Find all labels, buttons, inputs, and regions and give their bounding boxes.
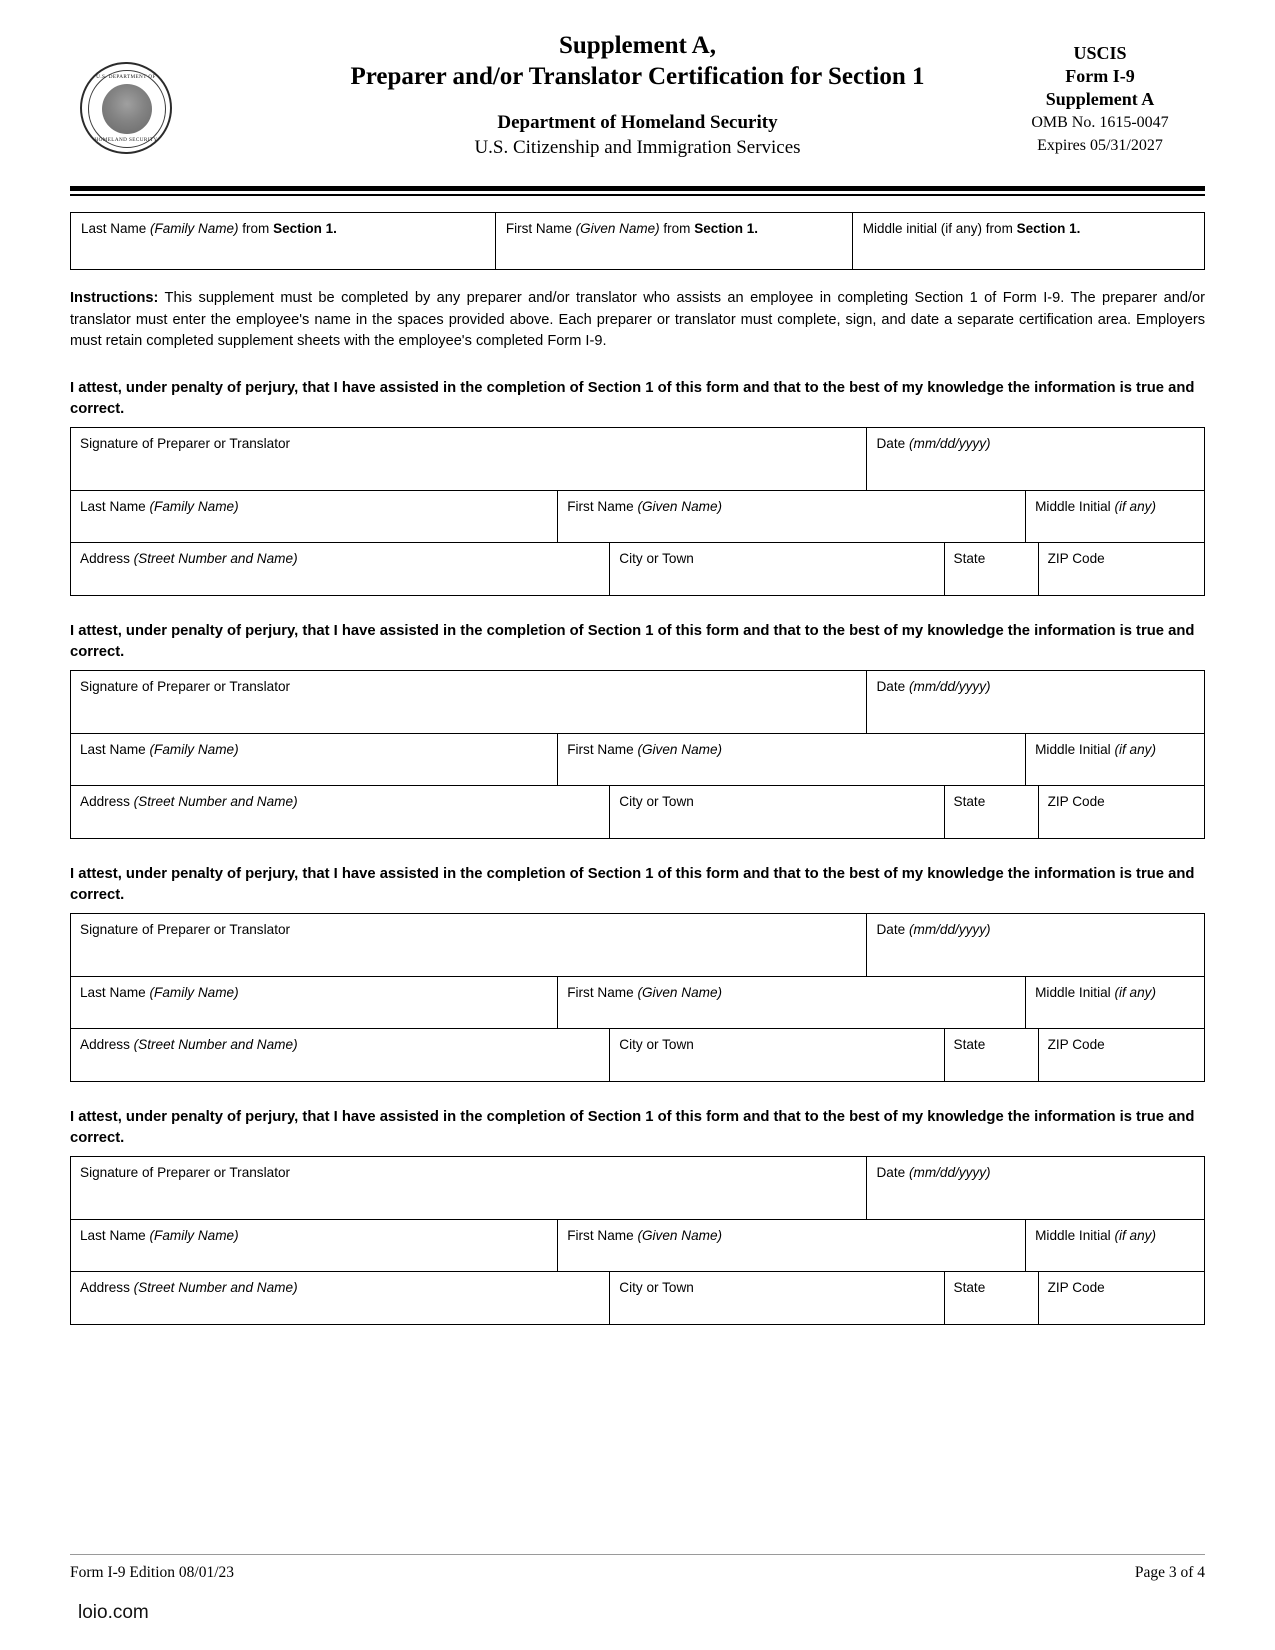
certification-3-row-signature	[71, 914, 1204, 977]
instructions-text: This supplement must be completed by any preparer and/or translator who assists an employee in completing Section 1 of Form I-9. The preparer and/or translator must enter the employee's name in the spaces provided above. Each preparer or translator must complete, sign, and date a separate certification area. Employers must retain completed supplement sheets with the employee's completed Form I-9.	[70, 290, 1205, 349]
signature-field-2[interactable]	[71, 671, 867, 733]
certification-3-row-name	[71, 977, 1204, 1029]
employee-last-name-label-b: from	[238, 221, 274, 236]
preparer-zip-field-1[interactable]	[1039, 543, 1204, 595]
preparer-first-name-label-3: First Name	[567, 984, 638, 1000]
preparer-city-label-4: City or Town	[619, 1279, 694, 1295]
employee-name-row	[70, 212, 1205, 270]
signature-field-1[interactable]	[71, 428, 867, 490]
expiration-date: Expires 05/31/2027	[1037, 137, 1163, 154]
employee-last-name-field[interactable]	[71, 213, 496, 269]
preparer-zip-label-4: ZIP Code	[1047, 1279, 1105, 1295]
form-number: Form I-9	[1065, 66, 1135, 86]
preparer-state-field-3[interactable]	[945, 1029, 1039, 1081]
preparer-last-name-field-3[interactable]	[71, 977, 558, 1028]
form-identification	[995, 42, 1205, 157]
certification-block-3	[70, 913, 1205, 1082]
date-format-1: (mm/dd/yyyy)	[908, 435, 991, 451]
preparer-city-field-3[interactable]	[610, 1029, 944, 1081]
preparer-address-label-2: Address	[80, 793, 134, 809]
page-header	[70, 26, 1205, 174]
supplement-label: Supplement A	[1045, 89, 1155, 109]
preparer-middle-initial-italic-3: (if any)	[1114, 984, 1156, 1000]
preparer-zip-field-4[interactable]	[1039, 1272, 1204, 1324]
employee-first-name-label-a: First Name	[505, 221, 576, 236]
preparer-address-italic-1: (Street Number and Name)	[133, 550, 298, 566]
preparer-middle-initial-label-1: Middle Initial	[1035, 498, 1115, 514]
preparer-state-label-1: State	[953, 550, 986, 566]
preparer-last-name-field-2[interactable]	[71, 734, 558, 785]
attestation-text-2: I attest, under penalty of perjury, that I have assisted in the completion of Section 1 of this form and that to the best of my knowledge the information is true and correct.	[70, 622, 1195, 660]
certification-block-2	[70, 670, 1205, 839]
certification-4-row-signature	[71, 1157, 1204, 1220]
preparer-last-name-field-4[interactable]	[71, 1220, 558, 1271]
employee-first-name-label-italic: (Given Name)	[575, 221, 660, 236]
preparer-address-field-4[interactable]	[71, 1272, 610, 1324]
signature-label-4: Signature of Preparer or Translator	[80, 1164, 291, 1180]
preparer-middle-initial-field-4[interactable]	[1026, 1220, 1204, 1271]
employee-middle-initial-label-bold: Section 1.	[1016, 221, 1081, 236]
certification-4-row-address	[71, 1272, 1204, 1324]
date-label-4: Date	[876, 1164, 909, 1180]
preparer-city-field-2[interactable]	[610, 786, 944, 838]
preparer-address-italic-2: (Street Number and Name)	[133, 793, 298, 809]
preparer-address-field-3[interactable]	[71, 1029, 610, 1081]
date-label-1: Date	[876, 435, 909, 451]
footer-divider	[70, 1554, 1205, 1555]
date-label-2: Date	[876, 678, 909, 694]
preparer-first-name-italic-3: (Given Name)	[637, 984, 723, 1000]
preparer-address-italic-4: (Street Number and Name)	[133, 1279, 298, 1295]
preparer-state-field-4[interactable]	[945, 1272, 1039, 1324]
preparer-city-field-4[interactable]	[610, 1272, 944, 1324]
signature-label-3: Signature of Preparer or Translator	[80, 921, 291, 937]
preparer-first-name-italic-4: (Given Name)	[637, 1227, 723, 1243]
preparer-last-name-italic-2: (Family Name)	[149, 741, 239, 757]
signature-label-1: Signature of Preparer or Translator	[80, 435, 291, 451]
signature-label-2: Signature of Preparer or Translator	[80, 678, 291, 694]
employee-first-name-field[interactable]	[496, 213, 853, 269]
preparer-first-name-label-4: First Name	[567, 1227, 638, 1243]
preparer-first-name-field-2[interactable]	[558, 734, 1026, 785]
certification-block-1	[70, 427, 1205, 596]
preparer-last-name-label-1: Last Name	[80, 498, 150, 514]
preparer-first-name-field-4[interactable]	[558, 1220, 1026, 1271]
date-field-1[interactable]	[867, 428, 1204, 490]
agency-abbreviation: USCIS	[1073, 43, 1127, 63]
department-name: Department of Homeland Security	[497, 112, 778, 133]
preparer-first-name-italic-1: (Given Name)	[637, 498, 723, 514]
preparer-middle-initial-field-2[interactable]	[1026, 734, 1204, 785]
preparer-middle-initial-italic-4: (if any)	[1114, 1227, 1156, 1243]
certification-4-row-name	[71, 1220, 1204, 1272]
preparer-middle-initial-label-4: Middle Initial	[1035, 1227, 1115, 1243]
certification-3-row-address	[71, 1029, 1204, 1081]
preparer-last-name-label-2: Last Name	[80, 741, 150, 757]
attestation-text-4: I attest, under penalty of perjury, that I have assisted in the completion of Section 1 of this form and that to the best of my knowledge the information is true and correct.	[70, 1108, 1195, 1146]
header-rule-thin	[70, 194, 1205, 196]
employee-last-name-label-italic: (Family Name)	[150, 221, 239, 236]
date-format-3: (mm/dd/yyyy)	[908, 921, 991, 937]
watermark: loio.com	[78, 1602, 149, 1623]
certification-2-row-name	[71, 734, 1204, 786]
date-label-3: Date	[876, 921, 909, 937]
attestation-text-3: I attest, under penalty of perjury, that I have assisted in the completion of Section 1 of this form and that to the best of my knowledge the information is true and correct.	[70, 865, 1195, 903]
preparer-first-name-field-1[interactable]	[558, 491, 1026, 542]
preparer-middle-initial-field-3[interactable]	[1026, 977, 1204, 1028]
preparer-first-name-field-3[interactable]	[558, 977, 1026, 1028]
preparer-middle-initial-label-3: Middle Initial	[1035, 984, 1115, 1000]
preparer-last-name-italic-3: (Family Name)	[149, 984, 239, 1000]
preparer-last-name-italic-4: (Family Name)	[149, 1227, 239, 1243]
certification-1-row-address	[71, 543, 1204, 595]
employee-first-name-label-b: from	[659, 221, 695, 236]
employee-last-name-label-bold: Section 1.	[273, 221, 337, 236]
employee-middle-initial-field[interactable]	[853, 213, 1204, 269]
date-field-4[interactable]	[867, 1157, 1204, 1219]
title-line-2: Preparer and/or Translator Certification for Section 1	[350, 63, 925, 90]
instructions-label: Instructions:	[70, 290, 159, 306]
preparer-state-field-2[interactable]	[945, 786, 1039, 838]
preparer-address-field-2[interactable]	[71, 786, 610, 838]
preparer-zip-label-3: ZIP Code	[1047, 1036, 1105, 1052]
preparer-city-label-1: City or Town	[619, 550, 694, 566]
preparer-city-label-2: City or Town	[619, 793, 694, 809]
preparer-middle-initial-italic-2: (if any)	[1114, 741, 1156, 757]
date-field-3[interactable]	[867, 914, 1204, 976]
preparer-address-label-4: Address	[80, 1279, 134, 1295]
attestation-text-1: I attest, under penalty of perjury, that I have assisted in the completion of Section 1 of this form and that to the best of my knowledge the information is true and correct.	[70, 379, 1195, 417]
dhs-seal-icon	[80, 62, 172, 154]
instructions-paragraph	[70, 288, 1205, 353]
signature-field-3[interactable]	[71, 914, 867, 976]
preparer-last-name-label-4: Last Name	[80, 1227, 150, 1243]
preparer-zip-label-1: ZIP Code	[1047, 550, 1105, 566]
employee-middle-initial-label-a: Middle initial (if any) from	[862, 221, 1017, 236]
preparer-state-label-3: State	[953, 1036, 986, 1052]
employee-last-name-label-a: Last Name	[81, 221, 151, 236]
employee-first-name-label-bold: Section 1.	[694, 221, 758, 236]
preparer-middle-initial-field-1[interactable]	[1026, 491, 1204, 542]
preparer-address-field-1[interactable]	[71, 543, 610, 595]
preparer-middle-initial-italic-1: (if any)	[1114, 498, 1156, 514]
preparer-state-label-4: State	[953, 1279, 986, 1295]
page-footer	[70, 1554, 1205, 1582]
preparer-last-name-italic-1: (Family Name)	[149, 498, 239, 514]
header-rule-thick	[70, 186, 1205, 191]
preparer-state-field-1[interactable]	[945, 543, 1039, 595]
date-format-2: (mm/dd/yyyy)	[908, 678, 991, 694]
preparer-address-label-3: Address	[80, 1036, 134, 1052]
certification-2-row-address	[71, 786, 1204, 838]
footer-page-number: Page 3 of 4	[1134, 1564, 1205, 1581]
preparer-zip-field-3[interactable]	[1039, 1029, 1204, 1081]
certification-1-row-name	[71, 491, 1204, 543]
seal-text-top: U.S. DEPARTMENT OF	[96, 74, 156, 80]
preparer-first-name-label-2: First Name	[567, 741, 638, 757]
date-format-4: (mm/dd/yyyy)	[908, 1164, 991, 1180]
certification-2-row-signature	[71, 671, 1204, 734]
certification-block-4	[70, 1156, 1205, 1325]
preparer-address-label-1: Address	[80, 550, 134, 566]
signature-field-4[interactable]	[71, 1157, 867, 1219]
title-line-1: Supplement A,	[559, 32, 716, 59]
preparer-city-field-1[interactable]	[610, 543, 944, 595]
preparer-city-label-3: City or Town	[619, 1036, 694, 1052]
omb-number: OMB No. 1615-0047	[1031, 114, 1169, 131]
preparer-last-name-field-1[interactable]	[71, 491, 558, 542]
preparer-middle-initial-label-2: Middle Initial	[1035, 741, 1115, 757]
preparer-first-name-label-1: First Name	[567, 498, 638, 514]
preparer-state-label-2: State	[953, 793, 986, 809]
preparer-last-name-label-3: Last Name	[80, 984, 150, 1000]
preparer-address-italic-3: (Street Number and Name)	[133, 1036, 298, 1052]
certification-1-row-signature	[71, 428, 1204, 491]
agency-name: U.S. Citizenship and Immigration Services	[474, 137, 801, 158]
footer-form-edition: Form I-9 Edition 08/01/23	[70, 1564, 235, 1581]
preparer-first-name-italic-2: (Given Name)	[637, 741, 723, 757]
date-field-2[interactable]	[867, 671, 1204, 733]
preparer-zip-label-2: ZIP Code	[1047, 793, 1105, 809]
seal-text-bottom: HOMELAND SECURITY	[94, 137, 158, 143]
preparer-zip-field-2[interactable]	[1039, 786, 1204, 838]
